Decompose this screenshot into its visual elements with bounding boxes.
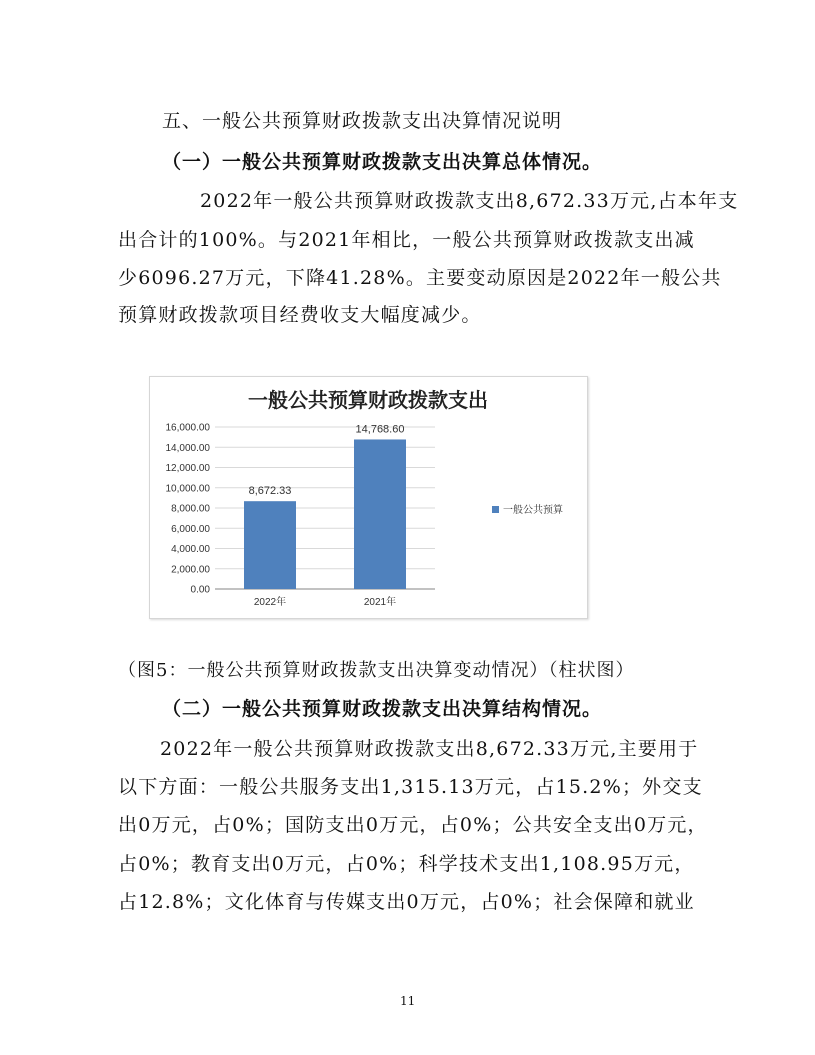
sub1-line-3: 少6096.27万元，下降41.28%。主要变动原因是2022年一般公共 [118, 267, 722, 289]
subsection-1-heading: （一）一般公共预算财政拨款支出决算总体情况。 [162, 151, 603, 173]
subsection-2-heading: （二）一般公共预算财政拨款支出决算结构情况。 [162, 698, 603, 720]
sub1-line-2: 出合计的100%。与2021年相比，一般公共预算财政拨款支出减 [118, 229, 695, 251]
chart-canvas [150, 377, 587, 618]
sub1-line-1: 2022年一般公共预算财政拨款支出8,672.33万元,占本年支 [200, 190, 739, 212]
data-label: 8,672.33 [248, 485, 292, 498]
y-tick-label: 4,000.00 [171, 544, 210, 555]
y-tick-label: 8,000.00 [171, 503, 210, 515]
sub2-line-4: 占0%；教育支出0万元，占0%；科学技术支出1,108.95万元， [118, 853, 695, 875]
figure-caption: （图5：一般公共预算财政拨款支出决算变动情况）（柱状图） [118, 660, 635, 681]
legend-swatch [492, 506, 499, 513]
x-tick-label: 2021年 [363, 597, 397, 608]
sub2-line-2: 以下方面：一般公共服务支出1,315.13万元，占15.2%；外交支 [118, 776, 703, 798]
y-tick-label: 10,000.00 [165, 483, 210, 495]
y-tick-label: 16,000.00 [165, 422, 210, 434]
bar [244, 501, 296, 589]
page-number: 11 [400, 994, 416, 1008]
y-tick-label: 6,000.00 [171, 523, 210, 535]
data-label: 14,768.60 [355, 423, 405, 436]
chart-title: 一般公共预算财政拨款支出 [248, 390, 488, 412]
bar [354, 439, 406, 589]
section-heading: 五、一般公共预算财政拨款支出决算情况说明 [162, 110, 563, 132]
y-tick-label: 2,000.00 [171, 564, 210, 576]
y-tick-label: 12,000.00 [165, 463, 210, 474]
sub2-line-1: 2022年一般公共预算财政拨款支出8,672.33万元,主要用于 [160, 738, 699, 760]
sub2-line-5: 占12.8%；文化体育与传媒支出0万元，占0%；社会保障和就业 [118, 891, 695, 913]
sub2-line-3: 出0万元，占0%；国防支出0万元，占0%；公共安全支出0万元， [118, 814, 708, 836]
y-tick-label: 0.00 [190, 584, 210, 596]
legend-label: 一般公共预算 [503, 505, 563, 516]
sub1-line-4: 预算财政拨款项目经费收支大幅度减少。 [118, 304, 482, 326]
x-tick-label: 2022年 [253, 597, 287, 608]
y-tick-label: 14,000.00 [165, 442, 210, 454]
bar-chart [149, 376, 588, 619]
